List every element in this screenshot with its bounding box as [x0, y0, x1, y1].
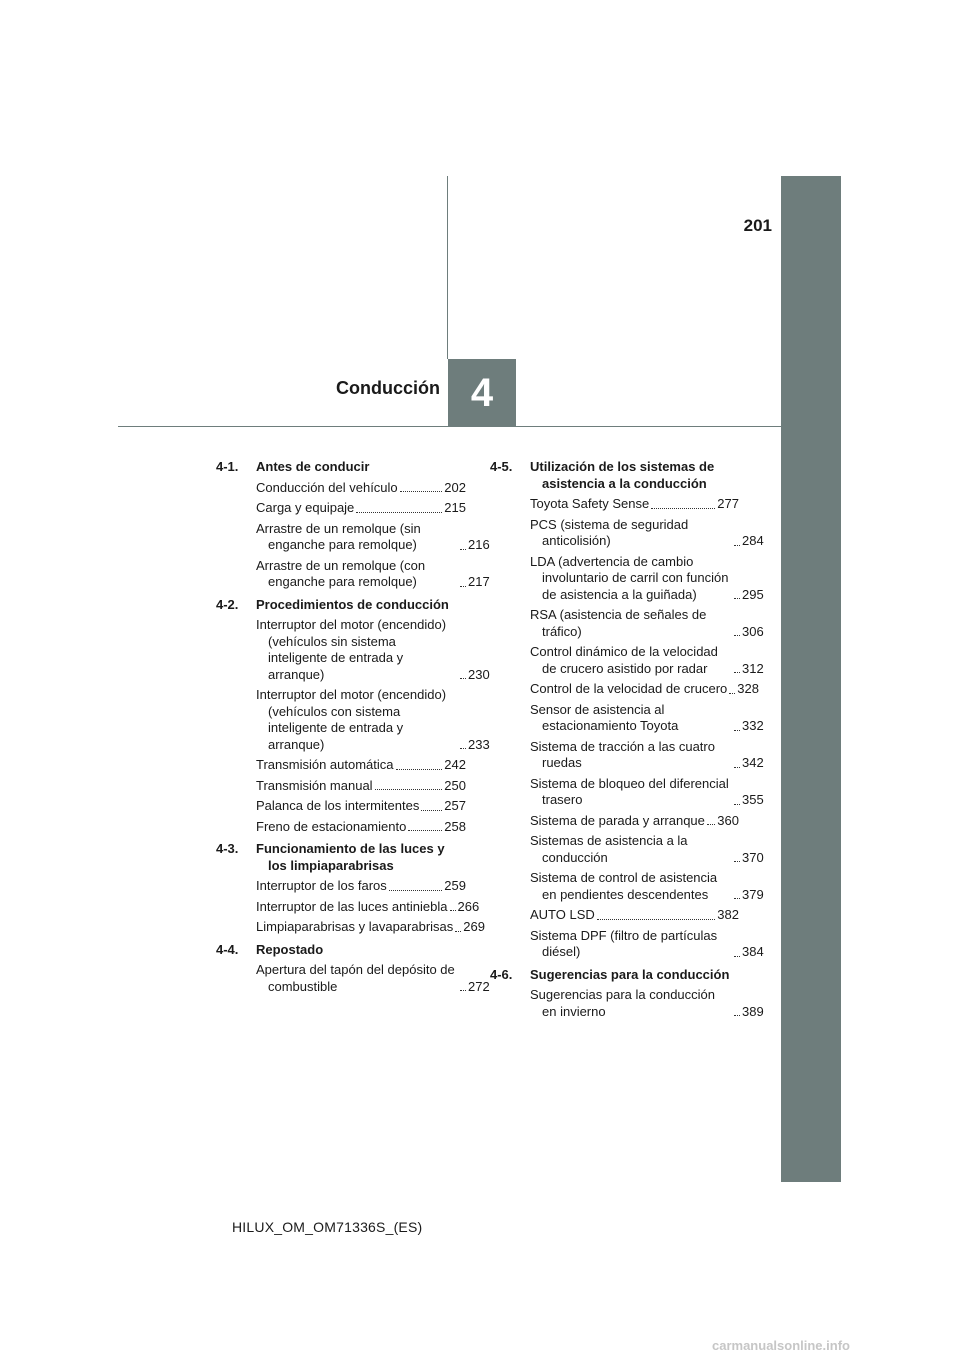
toc-entry[interactable]	[256, 557, 490, 591]
dot-leader	[734, 767, 740, 768]
section-title: Antes de conducir	[256, 459, 370, 474]
toc-entry[interactable]	[530, 701, 764, 735]
entry-page-number: 269	[463, 919, 485, 934]
entry-page-number: 328	[737, 681, 759, 696]
dot-leader	[375, 789, 443, 790]
toc-entry[interactable]	[530, 607, 764, 640]
section-title: Procedimientos de conducción	[256, 596, 449, 612]
entry-page-number: 250	[444, 777, 466, 793]
entry-title: Freno de estacionamiento	[256, 818, 407, 834]
dot-leader	[734, 672, 740, 673]
section-number: 4-3.	[216, 841, 239, 856]
dot-leader	[460, 748, 466, 749]
document-code: HILUX_OM_OM71336S_(ES)	[232, 1219, 423, 1235]
entry-title: RSA (asistencia de señales de tráfico)	[530, 607, 707, 639]
section-heading[interactable]	[216, 459, 466, 476]
section-number: 4-4.	[216, 941, 239, 957]
entry-title: Palanca de los intermitentes	[256, 798, 420, 813]
header-vertical-rule	[447, 176, 448, 359]
entry-title: Apertura del tapón del depósito de combustible	[256, 962, 455, 994]
entry-page-number: 379	[742, 886, 764, 902]
entry-page-number: 216	[468, 537, 490, 552]
toc-entry[interactable]	[256, 919, 485, 936]
entry-title: Control dinámico de la velocidad de crucero asistido por radar	[530, 644, 718, 676]
toc-entry[interactable]	[256, 798, 466, 815]
entry-page-number: 258	[444, 818, 466, 834]
toc-entry[interactable]	[256, 687, 490, 753]
dot-leader	[734, 730, 740, 731]
section-heading[interactable]	[216, 597, 466, 614]
entry-title: PCS (sistema de seguridad anticolisión)	[530, 516, 689, 548]
toc-entry[interactable]	[530, 738, 764, 772]
entry-title: Carga y equipaje	[256, 500, 355, 515]
dot-leader	[460, 990, 466, 991]
section-title: Funcionamiento de las luces y los limpiaparabrisas	[256, 841, 445, 873]
chapter-side-tab	[781, 176, 841, 1182]
entry-page-number: 230	[468, 666, 490, 682]
entry-page-number: 202	[444, 479, 466, 495]
toc-entry[interactable]	[530, 870, 764, 903]
section-heading[interactable]	[216, 942, 466, 959]
dot-leader	[729, 693, 735, 694]
watermark: carmanualsonline.info	[712, 1338, 850, 1353]
toc-entry[interactable]	[256, 898, 480, 916]
entry-page-number: 389	[742, 1003, 764, 1019]
entry-title: Arrastre de un remolque (sin enganche para remolque)	[256, 520, 421, 552]
entry-title: Interruptor de las luces antiniebla	[256, 898, 448, 914]
entry-title: Transmisión automática	[256, 757, 394, 772]
toc-entry[interactable]	[256, 819, 466, 836]
dot-leader	[460, 678, 466, 679]
entry-title: Sistema DPF (filtro de partículas diésel)	[530, 927, 718, 959]
dot-leader	[396, 769, 443, 770]
section-number: 4-6.	[490, 966, 513, 982]
entry-page-number: 382	[717, 907, 739, 922]
section-number: 4-1.	[216, 459, 239, 474]
chapter-number-badge: 4	[448, 359, 516, 427]
toc-section	[216, 941, 490, 996]
dot-leader	[734, 861, 740, 862]
page-number: 201	[743, 216, 772, 235]
entry-title: Transmisión manual	[256, 777, 373, 793]
entry-title: Sugerencias para la conducción en invierno	[530, 987, 716, 1019]
toc-entry[interactable]	[256, 757, 466, 774]
toc-section	[216, 841, 485, 936]
dot-leader	[734, 1015, 740, 1016]
toc-entry[interactable]	[256, 778, 466, 795]
section-heading[interactable]	[490, 967, 739, 984]
section-title: Sugerencias para la conducción	[530, 966, 730, 982]
section-title: Utilización de los sistemas de asistencia a la conducción	[530, 459, 715, 491]
entry-page-number: 355	[742, 792, 764, 807]
entry-page-number: 306	[742, 623, 764, 639]
entry-title: Arrastre de un remolque (con enganche para remolque)	[256, 557, 426, 589]
toc-entry[interactable]	[256, 878, 466, 895]
entry-page-number: 284	[742, 533, 764, 548]
entry-title: Sensor de asistencia al estacionamiento Toyota	[530, 701, 679, 733]
toc-entry[interactable]	[530, 833, 764, 866]
dot-leader	[734, 804, 740, 805]
toc-entry[interactable]	[530, 681, 759, 698]
entry-page-number: 233	[468, 736, 490, 752]
entry-title: Control de la velocidad de crucero	[530, 681, 728, 696]
dot-leader	[707, 824, 715, 825]
entry-page-number: 257	[444, 798, 466, 813]
entry-page-number: 277	[717, 496, 739, 511]
toc-section	[490, 459, 764, 961]
toc-entry[interactable]	[530, 813, 739, 830]
toc-entry[interactable]	[256, 962, 490, 995]
chapter-title: Conducción	[336, 378, 440, 398]
entry-title: Sistema de tracción a las cuatro ruedas	[530, 738, 715, 770]
entry-page-number: 312	[742, 660, 764, 676]
dot-leader	[455, 931, 461, 932]
toc-entry[interactable]	[530, 644, 764, 677]
section-heading[interactable]	[490, 459, 739, 492]
dot-leader	[450, 910, 456, 911]
entry-title: Interruptor del motor (encendido) (vehículos con sistema inteligente de entrada y arranque)	[256, 687, 447, 752]
dot-leader	[734, 635, 740, 636]
dot-leader	[734, 598, 740, 599]
dot-leader	[734, 898, 740, 899]
dot-leader	[356, 512, 442, 513]
dot-leader	[389, 890, 443, 891]
toc-section	[490, 966, 764, 1021]
entry-title: Sistema de bloqueo del diferencial trasero	[530, 775, 729, 807]
toc-left-column	[216, 459, 490, 1001]
toc-entry[interactable]	[530, 516, 764, 550]
toc-entry[interactable]	[530, 907, 739, 924]
entry-page-number: 242	[444, 757, 466, 772]
section-number: 4-5.	[490, 459, 513, 474]
dot-leader	[421, 810, 442, 811]
entry-page-number: 259	[444, 878, 466, 893]
entry-page-number: 342	[742, 755, 764, 770]
dot-leader	[734, 545, 740, 546]
toc-entry[interactable]	[530, 987, 764, 1020]
entry-title: Interruptor de los faros	[256, 878, 387, 893]
dot-leader	[734, 956, 740, 957]
entry-title: Sistemas de asistencia a la conducción	[530, 833, 688, 865]
section-number: 4-2.	[216, 596, 239, 612]
toc-right-column	[490, 459, 764, 1026]
toc-entry[interactable]	[256, 520, 490, 554]
entry-title: Sistema de parada y arranque	[530, 812, 705, 828]
toc-section	[216, 459, 490, 591]
entry-title: Conducción del vehículo	[256, 479, 398, 495]
entry-page-number: 295	[742, 586, 764, 602]
entry-title: AUTO LSD	[530, 907, 595, 922]
entry-page-number: 266	[457, 898, 480, 914]
dot-leader	[460, 586, 466, 587]
entry-page-number: 370	[742, 849, 764, 865]
section-heading[interactable]	[216, 841, 466, 874]
toc-entry[interactable]	[530, 775, 764, 809]
entry-page-number: 217	[468, 574, 490, 589]
toc-entry[interactable]	[256, 617, 490, 683]
entry-page-number: 272	[468, 978, 490, 994]
entry-title: Toyota Safety Sense	[530, 496, 650, 511]
entry-page-number: 215	[444, 500, 466, 515]
entry-title: LDA (advertencia de cambio involuntario de carril con función de asistencia a la guiñada)	[530, 553, 729, 602]
section-title: Repostado	[256, 941, 324, 957]
toc-entry[interactable]	[256, 500, 466, 517]
dot-leader	[400, 491, 443, 492]
entry-page-number: 360	[717, 812, 739, 828]
entry-title: Limpiaparabrisas y lavaparabrisas	[256, 919, 454, 934]
dot-leader	[408, 830, 442, 831]
entry-title: Interruptor del motor (encendido) (vehículos sin sistema inteligente de entrada y arranque)	[256, 617, 447, 682]
toc-entry[interactable]	[530, 927, 764, 961]
toc-entry[interactable]	[530, 553, 764, 604]
entry-title: Sistema de control de asistencia en pendientes descendentes	[530, 870, 718, 902]
entry-page-number: 332	[742, 718, 764, 733]
dot-leader	[597, 919, 716, 920]
toc-section	[216, 596, 490, 836]
toc-entry[interactable]	[256, 480, 466, 497]
entry-page-number: 384	[742, 944, 764, 959]
dot-leader	[460, 549, 466, 550]
dot-leader	[651, 508, 715, 509]
toc-entry[interactable]	[530, 496, 739, 513]
